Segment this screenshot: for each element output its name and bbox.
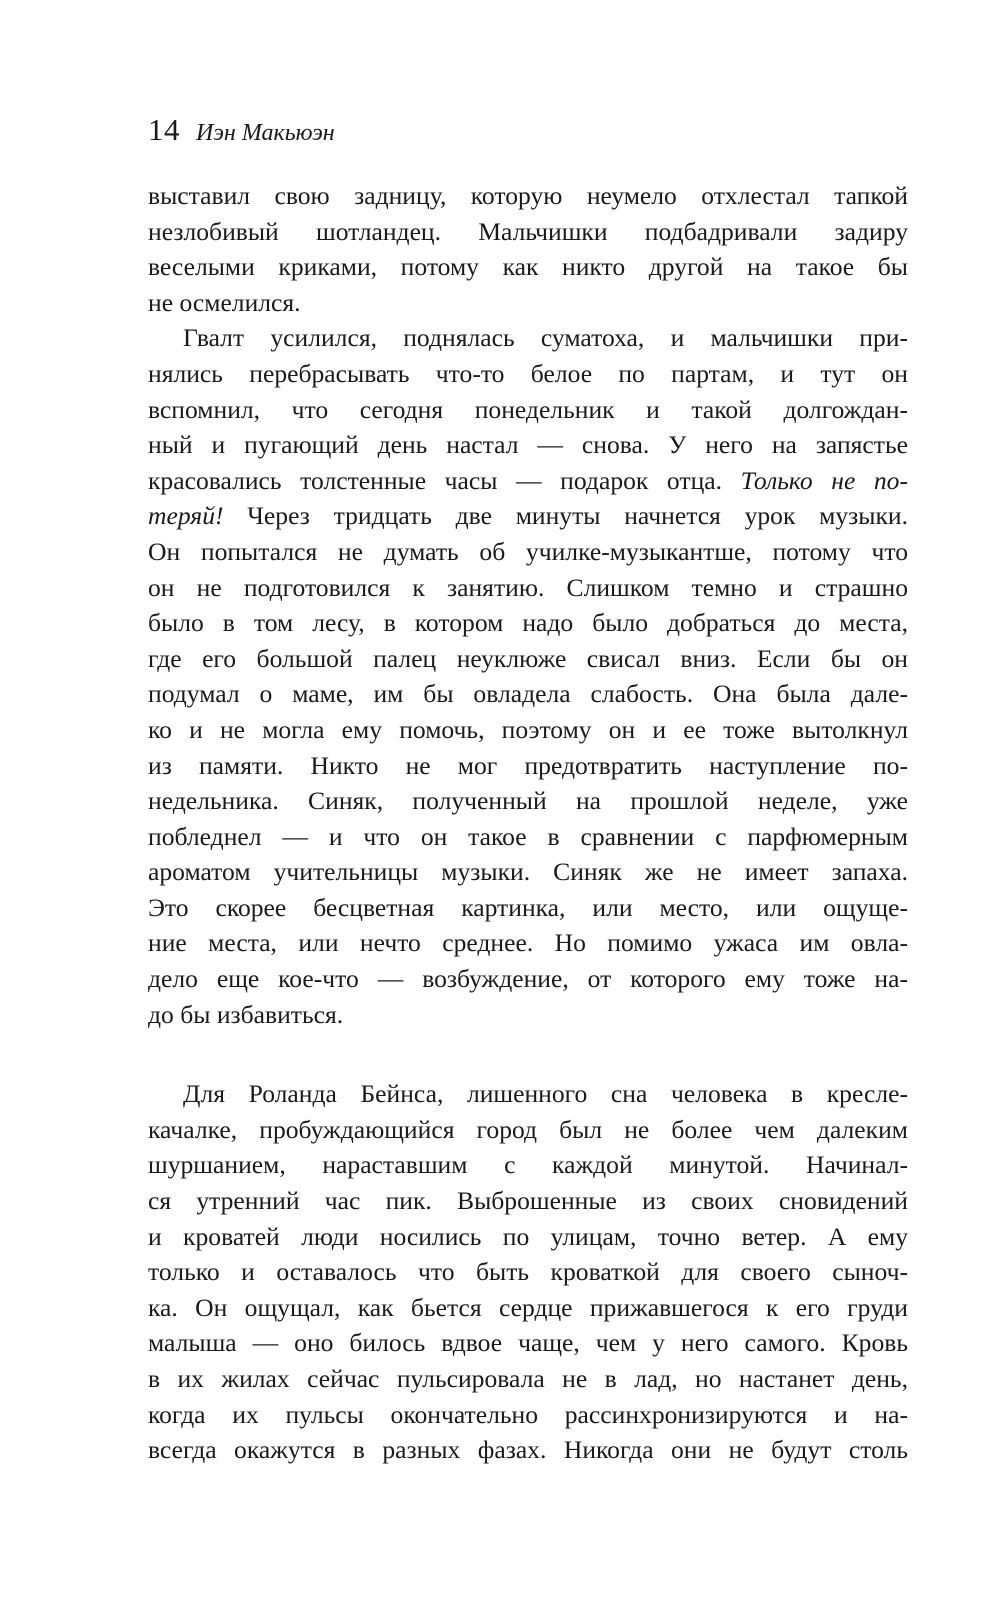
text-line: из памяти. Никто не мог предотвратить наступление по-	[148, 750, 908, 780]
text-line: где его большой палец неуклюже свисал вниз. Если бы он	[148, 643, 908, 673]
text-line: шуршанием, нараставшим с каждой минутой. Начинал-	[148, 1150, 908, 1180]
text-line: веселыми криками, потому как никто другой на такое бы	[148, 252, 908, 282]
text-line	[148, 463, 908, 499]
text-line: выставил свою задницу, которую неумело отхлестал тапкой	[148, 181, 908, 210]
author-name: Иэн Макьюэн	[196, 120, 335, 146]
italic-phrase: теряй!	[148, 501, 224, 531]
text-line: вспомнил, что сегодня понедельник и такой долгождан-	[148, 394, 908, 424]
paragraph	[148, 1076, 908, 1468]
paragraph	[148, 178, 908, 320]
text-line: незлобивый шотландец. Мальчишки подбадривали задиру	[148, 216, 908, 246]
text-line: качалке, пробуждающийся город был не более чем далеким	[148, 1114, 908, 1144]
paragraph	[148, 320, 908, 1032]
text-line: малыша — оно билось вдвое чаще, чем у него самого. Кровь	[148, 1328, 908, 1358]
text-line: всегда окажутся в разных фазах. Никогда они не будут столь	[148, 1435, 908, 1465]
text-line: ный и пугающий день настал — снова. У него на запястье	[148, 430, 908, 460]
text-line: было в том лесу, в котором надо было добраться до места,	[148, 608, 908, 638]
text-line: Для Роланда Бейнса, лишенного сна человека в кресле-	[183, 1079, 908, 1109]
text-line: побледнел — и что он такое в сравнении с парфюмерным	[148, 821, 908, 851]
text-line: он не подготовился к занятию. Слишком темно и страшно	[148, 572, 908, 602]
text-line: не осмелился.	[148, 287, 301, 317]
text-segment: красовались толстенные часы — подарок отца.	[148, 465, 723, 495]
page-number: 14	[148, 112, 180, 147]
text-line: подумал о маме, им бы овладела слабость. Она была дале-	[148, 679, 908, 709]
text-line: только и оставалось что быть кроваткой для своего сыноч-	[148, 1257, 908, 1287]
text-line: ся утренний час пик. Выброшенные из своих сновидений	[148, 1186, 908, 1216]
text-line: Это скорее бесцветная картинка, или место, или ощуще-	[148, 892, 908, 922]
text-line: нялись перебрасывать что-то белое по партам, и тут он	[148, 358, 908, 388]
text-line: когда их пульсы окончательно рассинхронизируются и на-	[148, 1399, 908, 1429]
text-line: и кроватей люди носились по улицам, точно ветер. А ему	[148, 1221, 908, 1251]
text-line: Гвалт усилился, поднялась суматоха, и мальчишки при-	[183, 323, 908, 353]
text-line: недельника. Синяк, полученный на прошлой неделе, уже	[148, 786, 908, 816]
text-line	[148, 498, 908, 534]
italic-phrase: Только не по-	[740, 465, 908, 495]
text-line: дело еще кое-что — возбуждение, от которого ему тоже на-	[148, 964, 908, 994]
text-line: ка. Он ощущал, как бьется сердце прижавшегося к его груди	[148, 1292, 908, 1322]
text-line: до бы избавиться.	[148, 999, 344, 1029]
text-line: ко и не могла ему помочь, поэтому он и ее тоже вытолкнул	[148, 714, 908, 744]
body-text	[148, 178, 908, 1468]
text-line: в их жилах сейчас пульсировала не в лад, но настанет день,	[148, 1364, 908, 1393]
running-header	[148, 112, 335, 152]
text-line: ароматом учительницы музыки. Синяк же не имеет запаха.	[148, 857, 908, 887]
text-line: Он попытался не думать об училке-музыкантше, потому что	[148, 536, 908, 566]
text-line: ние места, или нечто среднее. Но помимо ужаса им овла-	[148, 928, 908, 958]
section-break	[148, 1032, 908, 1076]
text-segment: Через тридцать две минуты начнется урок музыки.	[247, 501, 908, 531]
